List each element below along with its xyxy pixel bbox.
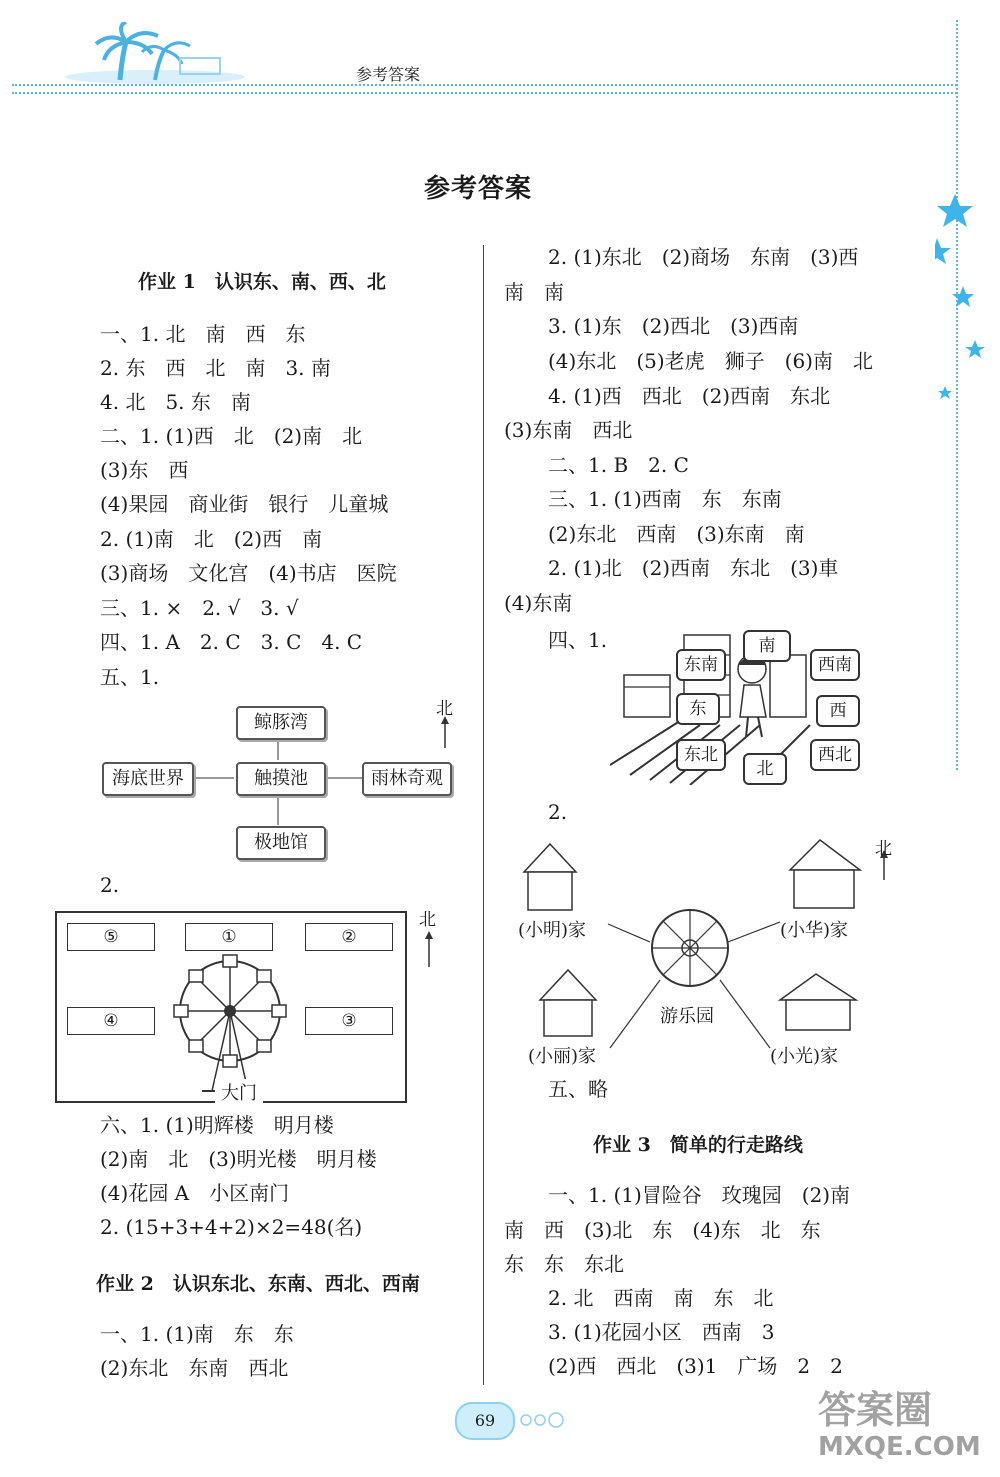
answer-line: (3)商场 文化宫 (4)书店 医院 — [100, 561, 397, 585]
direction-tag: 南 — [743, 630, 791, 662]
street-diagram — [610, 625, 880, 785]
star-decoration — [935, 190, 995, 414]
answer-line: 南 南 — [504, 280, 564, 304]
answer-line: 2. (1)北 (2)西南 东北 (3)車 — [548, 556, 839, 580]
home-xiaoming: (小明)家 — [518, 920, 587, 941]
aquarium-diagram — [100, 700, 470, 870]
column-divider — [483, 245, 484, 1385]
answer-line: (3)东 西 — [100, 458, 189, 482]
node-right: 雨林奇观 — [362, 762, 452, 796]
header-logo — [60, 22, 250, 84]
answer-line: (2)东北 西南 (3)东南 南 — [548, 522, 805, 546]
north-label: 北 — [436, 699, 453, 719]
header-divider-2 — [12, 92, 957, 94]
direction-tag: 西南 — [810, 649, 860, 681]
homes-map — [510, 830, 900, 1080]
question-label: 2. — [100, 873, 120, 897]
circle-dots-icon — [518, 1410, 568, 1430]
north-arrow-icon — [419, 929, 439, 969]
answer-line: (4)东北 (5)老虎 狮子 (6)南 北 — [548, 349, 873, 373]
direction-tag: 东南 — [676, 649, 726, 681]
watermark-top: 答案圈 — [818, 1388, 933, 1432]
north-label: 北 — [419, 910, 436, 930]
watermark — [818, 1388, 988, 1470]
node-top: 鲸豚湾 — [236, 706, 326, 740]
answer-line: 3. (1)花园小区 西南 3 — [548, 1320, 775, 1344]
answer-line: 三、1. (1)西南 东 东南 — [548, 487, 782, 511]
question-label: 2. — [548, 800, 568, 824]
answer-line: 2. 北 西南 南 东 北 — [548, 1286, 774, 1310]
answer-line: 3. (1)东 (2)西北 (3)西南 — [548, 314, 799, 338]
palm-tree-icon — [60, 22, 250, 84]
home-xiaohua: (小华)家 — [780, 920, 849, 941]
node-center: 触摸池 — [236, 762, 326, 796]
page-number-badge — [455, 1402, 515, 1440]
answer-line: 一、1. (1)南 东 东 — [100, 1322, 294, 1346]
home-xiaoli: (小丽)家 — [528, 1046, 597, 1067]
answer-line: 六、1. (1)明辉楼 明月楼 — [100, 1113, 334, 1137]
answer-line: (2)南 北 (3)明光楼 明月楼 — [100, 1147, 377, 1171]
answer-line: (3)东南 西北 — [504, 418, 633, 442]
answer-line: 2. (15+3+4+2)×2=48(名) — [100, 1215, 363, 1239]
answer-line: 四、1. — [548, 628, 608, 652]
direction-tag: 东北 — [676, 739, 726, 771]
node-left: 海底世界 — [102, 762, 194, 796]
page-title: 参考答案 — [424, 174, 533, 204]
answer-line: (2)东北 东南 西北 — [100, 1356, 289, 1380]
building-3: ③ — [305, 1007, 393, 1035]
building-4: ④ — [67, 1007, 155, 1035]
north-label: 北 — [875, 839, 892, 859]
gate-label: 大门 — [215, 1079, 263, 1105]
answer-line: (2)西 西北 (3)1 广场 2 2 — [548, 1354, 843, 1378]
answer-line: 2. 东 西 北 南 3. 南 — [100, 356, 331, 380]
building-5: ⑤ — [67, 923, 155, 951]
answer-line: 二、1. B 2. C — [548, 453, 689, 477]
hw3-title: 作业 3 简单的行走路线 — [593, 1134, 803, 1156]
answer-line: 二、1. (1)西 北 (2)南 北 — [100, 424, 363, 448]
answer-line: 2. (1)南 北 (2)西 南 — [100, 527, 323, 551]
header-title: 参考答案 — [356, 65, 421, 84]
hw1-title: 作业 1 认识东、南、西、北 — [138, 271, 386, 293]
home-xiaoguang: (小光)家 — [770, 1046, 839, 1067]
park-map — [55, 905, 445, 1104]
answer-line: 三、1. × 2. √ 3. √ — [100, 596, 299, 620]
direction-tag: 西 — [816, 695, 860, 727]
answer-line: 一、1. (1)冒险谷 玫瑰园 (2)南 — [548, 1183, 851, 1207]
building-1: ① — [185, 923, 273, 951]
answer-line: 五、略 — [548, 1077, 608, 1101]
park-label: 游乐园 — [660, 1006, 714, 1027]
direction-tag: 东 — [676, 693, 720, 725]
direction-tag: 西北 — [810, 739, 860, 771]
hw2-title: 作业 2 认识东北、东南、西北、西南 — [96, 1273, 420, 1295]
header-divider — [12, 84, 957, 86]
answer-line: 4. 北 5. 东 南 — [100, 390, 251, 414]
answer-line: (4)花园 A 小区南门 — [100, 1181, 290, 1205]
page-number: 69 — [474, 1411, 496, 1430]
answer-line: (4)东南 — [504, 591, 573, 615]
answer-line: (4)果园 商业街 银行 儿童城 — [100, 492, 389, 516]
answer-line: 4. (1)西 西北 (2)西南 东北 — [548, 384, 831, 408]
answer-line: 五、1. — [100, 665, 160, 689]
answer-line: 东 东 东北 — [504, 1252, 624, 1276]
answer-line: 四、1. A 2. C 3. C 4. C — [100, 630, 363, 654]
footer-dots — [518, 1410, 568, 1434]
star-icon — [935, 190, 995, 410]
watermark-bottom: MXQE.COM — [818, 1432, 981, 1462]
node-bottom: 极地馆 — [236, 826, 326, 860]
building-2: ② — [305, 923, 393, 951]
answer-line: 2. (1)东北 (2)商场 东南 (3)西 — [548, 245, 859, 269]
direction-tag: 北 — [743, 753, 787, 785]
answer-line: 一、1. 北 南 西 东 — [100, 322, 306, 346]
answer-line: 南 西 (3)北 东 (4)东 北 东 — [504, 1218, 821, 1242]
